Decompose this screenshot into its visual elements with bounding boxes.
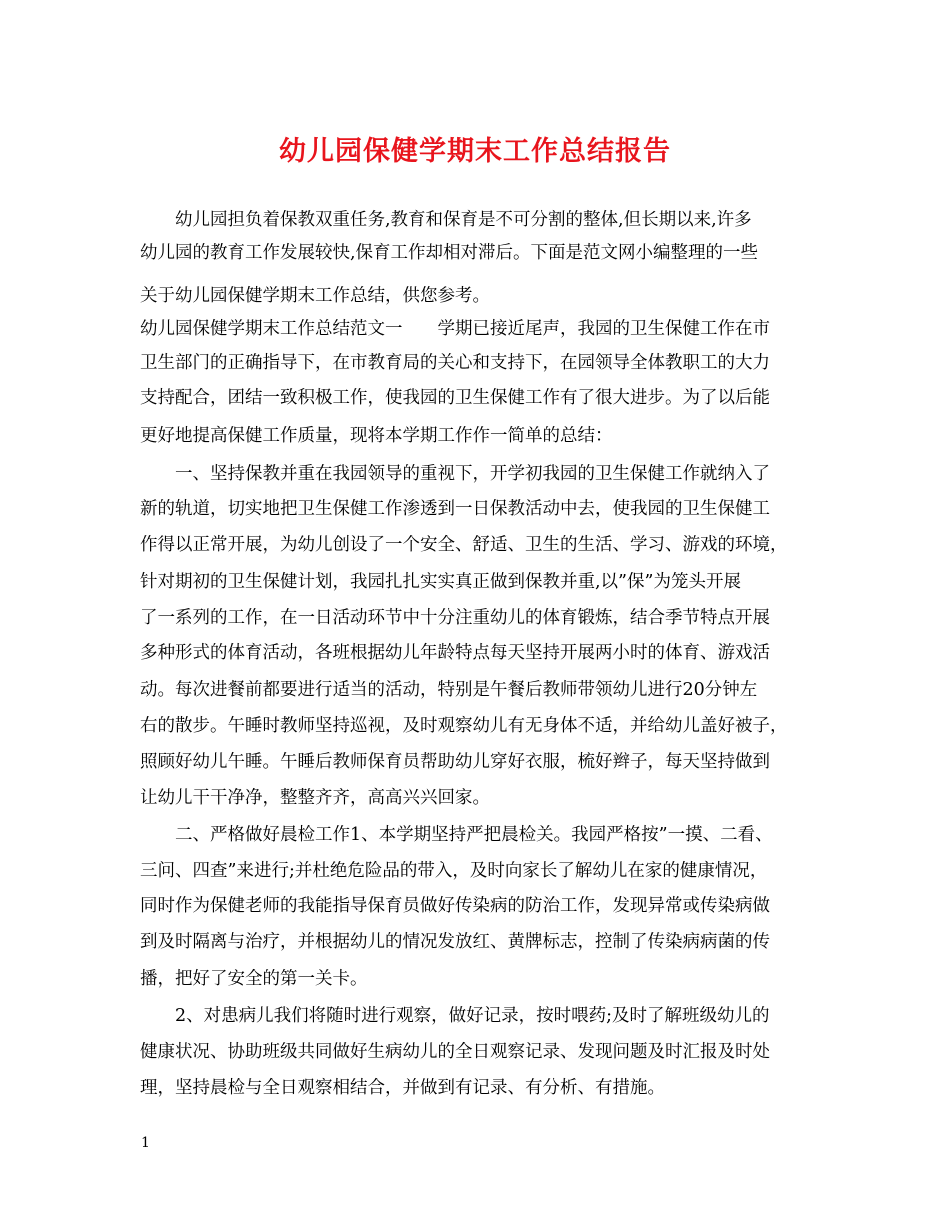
text-line: 动。每次进餐前都要进行适当的活动，特别是午餐后教师带领幼儿进行20分钟左: [140, 680, 758, 700]
text-line: 幼儿园的教育工作发展较快,保育工作却相对滞后。下面是范文网小编整理的一些: [140, 243, 759, 263]
text-line: 理，坚持晨检与全日观察相结合，并做到有记录、有分析、有措施。: [140, 1078, 665, 1098]
text-line: 了一系列的工作，在一日活动环节中十分注重幼儿的体育锻炼，结合季节特点开展: [140, 608, 770, 628]
text-line: 二、严格做好晨检工作1、本学期坚持严把晨检关。我园严格按”一摸、二看、: [140, 825, 773, 845]
text-line: 2、对患病儿我们将随时进行观察，做好记录，按时喂药;及时了解班级幼儿的: [140, 1006, 770, 1026]
text-line: 幼儿园担负着保教双重任务,教育和保育是不可分割的整体,但长期以来,许多: [140, 210, 752, 230]
text-line: 卫生部门的正确指导下，在市教育局的关心和支持下，在园领导全体教职工的大力: [140, 353, 770, 373]
text-line: 照顾好幼儿午睡。午睡后教师保育员帮助幼儿穿好衣服，梳好辫子，每天坚持做到: [140, 752, 770, 772]
text-line: 三问、四查”来进行;并杜绝危险品的带入，及时向家长了解幼儿在家的健康情况，: [140, 861, 768, 881]
document-title: 幼儿园保健学期末工作总结报告: [279, 136, 671, 167]
text-line: 作得以正常开展，为幼儿创设了一个安全、舒适、卫生的生活、学习、游戏的环境，: [140, 535, 788, 555]
page-number: 1: [141, 1135, 150, 1151]
text-line: 更好地提高保健工作质量，现将本学期工作作一简单的总结：: [140, 426, 613, 446]
text-line: 播，把好了安全的第一关卡。: [140, 969, 368, 989]
text-line: 右的散步。午睡时教师坚持巡视，及时观察幼儿有无身体不适，并给幼儿盖好被子，: [140, 716, 788, 736]
text-line: 健康状况、协助班级共同做好生病幼儿的全日观察记录、发现问题及时汇报及时处: [140, 1042, 770, 1062]
text-line: 同时作为保健老师的我能指导保育员做好传染病的防治工作，发现异常或传染病做: [140, 896, 770, 916]
text-line: 支持配合，团结一致积极工作，使我园的卫生保健工作有了很大进步。为了以后能: [140, 388, 770, 408]
text-line: 到及时隔离与治疗，并根据幼儿的情况发放红、黄牌标志，控制了传染病病菌的传: [140, 932, 770, 952]
text-line: 新的轨道，切实地把卫生保健工作渗透到一日保教活动中去，使我园的卫生保健工: [140, 499, 770, 519]
text-line: 多种形式的体育活动，各班根据幼儿年龄特点每天坚持开展两小时的体育、游戏活: [140, 643, 770, 663]
text-line: 幼儿园保健学期末工作总结范文一 学期已接近尾声，我园的卫生保健工作在市: [140, 319, 770, 339]
text-line: 针对期初的卫生保健计划，我园扎扎实实真正做到保教并重,以”保”为笼头开展: [140, 572, 741, 592]
text-line: 关于幼儿园保健学期末工作总结，供您参考。: [140, 286, 490, 306]
text-line: 让幼儿干干净净，整整齐齐，高高兴兴回家。: [140, 788, 490, 808]
text-line: 一、坚持保教并重在我园领导的重视下，开学初我园的卫生保健工作就纳入了: [140, 464, 770, 484]
